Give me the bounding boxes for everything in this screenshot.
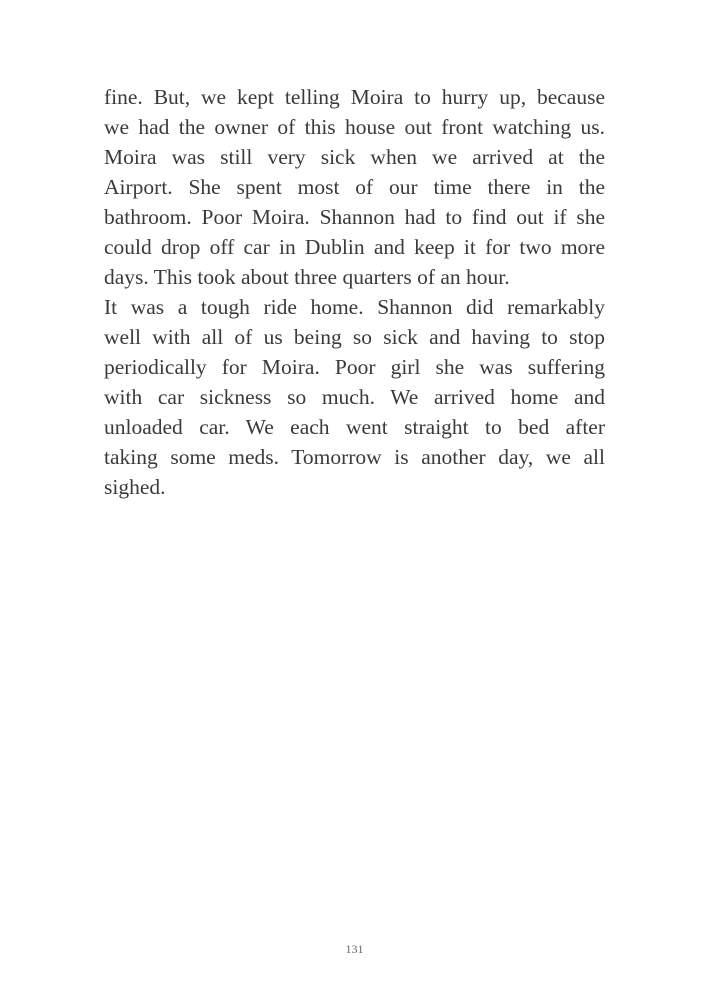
- text-line: Moira was still very sick when we arrived at the: [104, 145, 605, 169]
- text-line: Airport. She spent most of our time there in the: [104, 175, 605, 199]
- text-line: unloaded car. We each went straight to bed after: [104, 415, 605, 439]
- text-line: It was a tough ride home. Shannon did remarkably: [104, 295, 605, 319]
- text-line: could drop off car in Dublin and keep it for two more: [104, 235, 605, 259]
- paragraph-1: [104, 82, 605, 292]
- text-line: with car sickness so much. We arrived home and: [104, 385, 605, 409]
- page-number: 131: [345, 942, 364, 956]
- body-text: [104, 82, 605, 502]
- text-line: bathroom. Poor Moira. Shannon had to find out if she: [104, 205, 605, 229]
- text-line: periodically for Moira. Poor girl she was suffering: [104, 355, 605, 379]
- paragraph-2: [104, 292, 605, 502]
- text-line: we had the owner of this house out front watching us.: [104, 115, 605, 139]
- text-line: sighed.: [104, 475, 166, 499]
- text-line: well with all of us being so sick and having to stop: [104, 325, 605, 349]
- text-line: taking some meds. Tomorrow is another day, we all: [104, 445, 605, 469]
- text-line: days. This took about three quarters of an hour.: [104, 265, 510, 289]
- text-line: fine. But, we kept telling Moira to hurry up, because: [104, 85, 605, 109]
